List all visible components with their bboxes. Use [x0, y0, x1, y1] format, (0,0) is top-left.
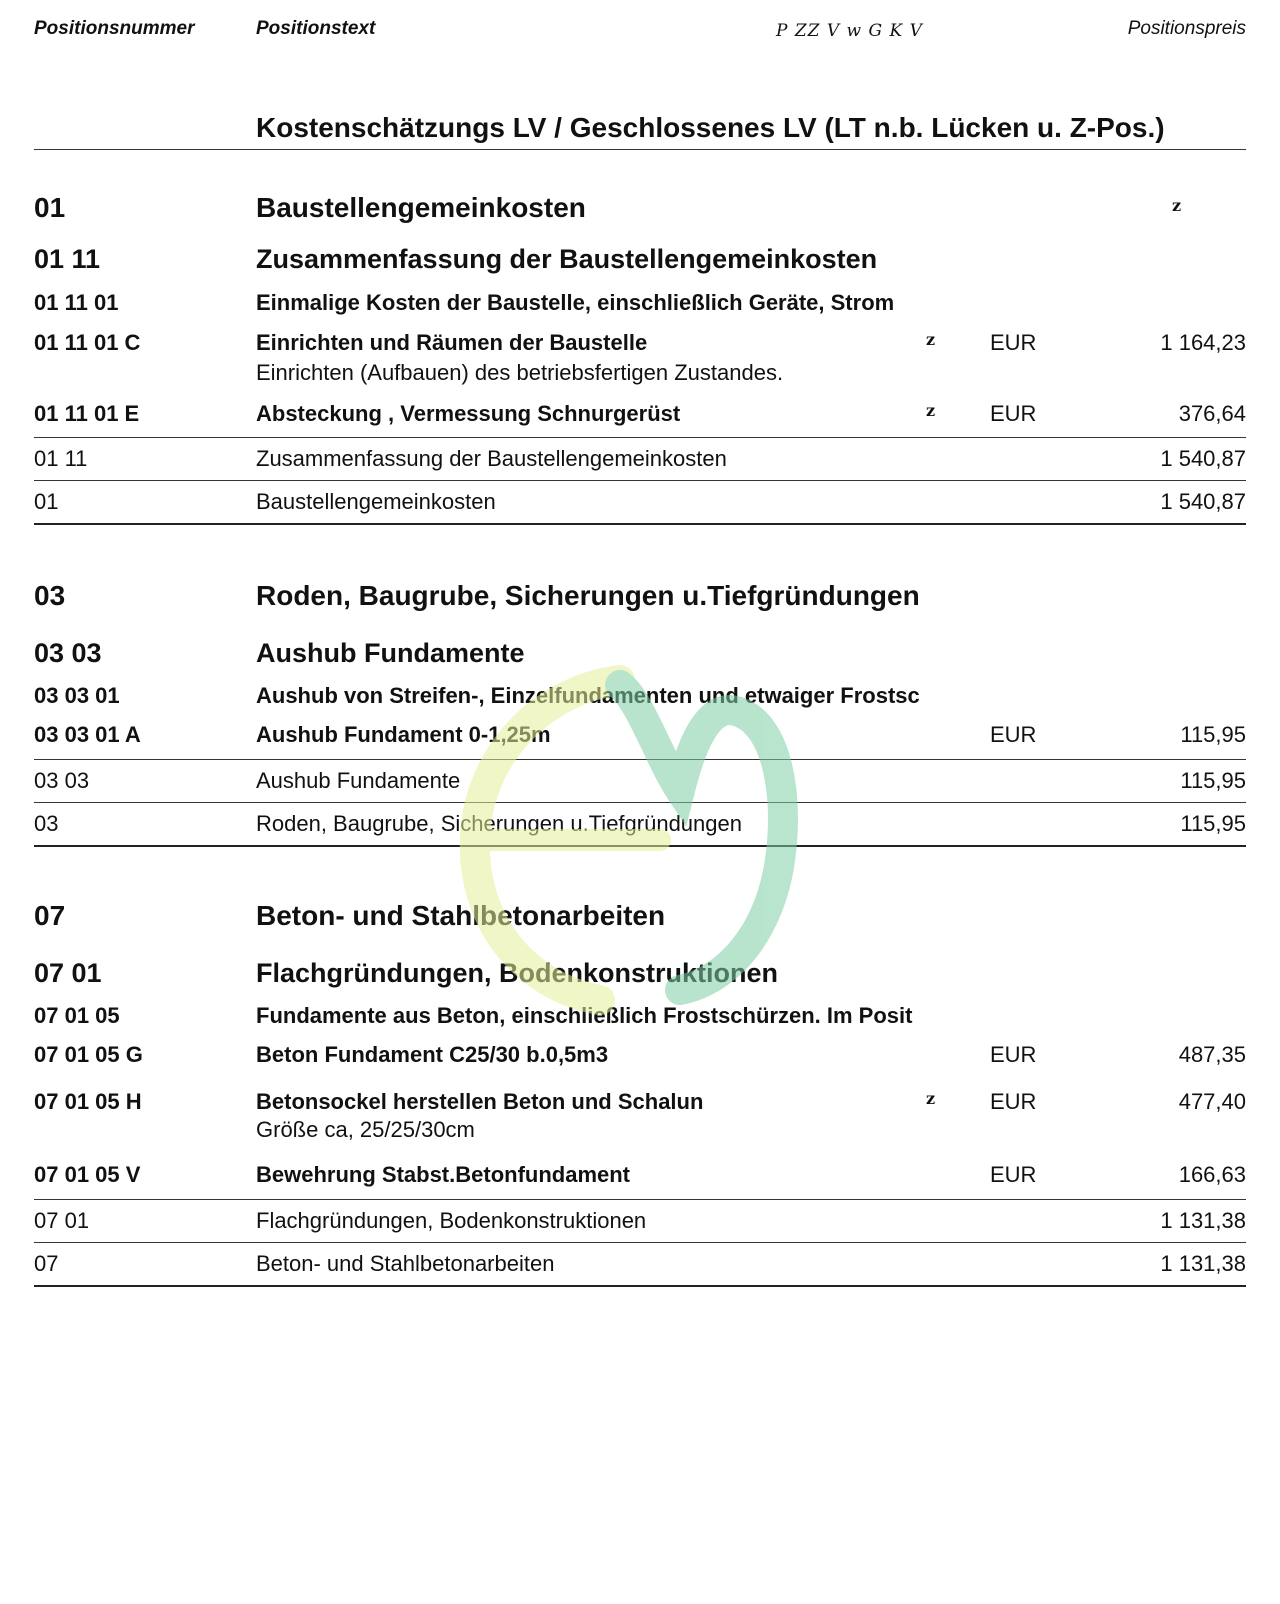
position-text: Betonsockel herstellen Beton und Schalun: [256, 1089, 704, 1114]
group-title: Flachgründungen, Bodenkonstruktionen: [256, 958, 778, 988]
total-price: 115,95: [1180, 811, 1246, 836]
subtotal-number: 01 11: [34, 446, 88, 471]
position-text: Einrichten und Räumen der Baustelle: [256, 330, 648, 355]
section-number: 01: [34, 192, 66, 223]
total-rule: [34, 802, 1246, 803]
group-title: Zusammenfassung der Baustellengemeinkosten: [256, 244, 878, 274]
subgroup-title: Einmalige Kosten der Baustelle, einschließlich Geräte, Strom: [256, 290, 895, 315]
subgroup-title: Aushub von Streifen-, Einzelfundamenten und etwaiger Frostsc: [256, 683, 920, 708]
position-number: 07 01 05 V: [34, 1162, 141, 1187]
position-currency: EUR: [990, 1162, 1037, 1187]
position-text: Beton Fundament C25/30 b.0,5m3: [256, 1042, 609, 1067]
header-position-number: Positionsnummer: [34, 18, 195, 39]
total-price: 1 540,87: [1160, 489, 1246, 514]
subtotal-number: 03 03: [34, 768, 90, 793]
subtotal-price: 1 540,87: [1160, 446, 1246, 471]
position-currency: EUR: [990, 401, 1037, 426]
position-currency: EUR: [990, 330, 1037, 355]
subgroup-number: 03 03 01: [34, 683, 120, 708]
section-title: Beton- und Stahlbetonarbeiten: [256, 900, 666, 931]
total-price: 1 131,38: [1160, 1251, 1246, 1276]
position-number: 01 11 01 C: [34, 330, 141, 355]
header-position-price: Positionspreis: [1127, 18, 1246, 39]
section-title: Baustellengemeinkosten: [256, 192, 586, 223]
total-text: Baustellengemeinkosten: [256, 489, 496, 514]
subtotal-price: 115,95: [1180, 768, 1246, 793]
position-flag: z: [926, 330, 936, 349]
position-text: Absteckung , Vermessung Schnurgerüst: [256, 401, 681, 426]
position-number: 07 01 05 H: [34, 1089, 142, 1114]
group-number: 01 11: [34, 244, 101, 274]
section-number: 07: [34, 900, 66, 931]
section-title: Roden, Baugrube, Sicherungen u.Tiefgründungen: [256, 580, 920, 611]
watermark-green-m: [620, 685, 783, 990]
position-note: Einrichten (Aufbauen) des betriebsfertigen Zustandes.: [256, 360, 784, 385]
position-flag: z: [926, 401, 936, 420]
position-flag: z: [926, 1089, 936, 1108]
position-price: 376,64: [1178, 401, 1246, 426]
position-currency: EUR: [990, 1042, 1037, 1067]
section-number: 03: [34, 580, 66, 611]
section-end-rule: [34, 845, 1246, 847]
section-end-rule: [34, 1285, 1246, 1287]
position-price: 477,40: [1178, 1089, 1246, 1114]
subtotal-price: 1 131,38: [1160, 1208, 1246, 1233]
subtotal-text: Aushub Fundamente: [256, 768, 461, 793]
subtotal-text: Flachgründungen, Bodenkonstruktionen: [256, 1208, 647, 1233]
subgroup-number: 07 01 05: [34, 1003, 120, 1028]
position-text: Bewehrung Stabst.Betonfundament: [256, 1162, 631, 1187]
section-end-rule: [34, 523, 1246, 525]
total-number: 03: [34, 811, 59, 836]
position-number: 03 03 01 A: [34, 722, 141, 747]
subgroup-number: 01 11 01: [34, 290, 119, 315]
position-currency: EUR: [990, 722, 1037, 747]
position-number: 07 01 05 G: [34, 1042, 143, 1067]
position-number: 01 11 01 E: [34, 401, 140, 426]
subtotal-number: 07 01: [34, 1208, 90, 1233]
header-position-text: Positionstext: [256, 18, 376, 39]
position-price: 1 164,23: [1160, 330, 1246, 355]
total-number: 07: [34, 1251, 59, 1276]
subgroup-title: Fundamente aus Beton, einschließlich Frostschürzen. Im Posit: [256, 1003, 913, 1028]
group-title: Aushub Fundamente: [256, 638, 525, 668]
position-text: Aushub Fundament 0-1,25m: [256, 722, 551, 747]
group-number: 07 01: [34, 958, 102, 988]
total-number: 01: [34, 489, 59, 514]
total-rule: [34, 480, 1246, 481]
title-rule: [34, 149, 1246, 150]
position-price: 115,95: [1180, 722, 1246, 747]
position-currency: EUR: [990, 1089, 1037, 1114]
group-number: 03 03: [34, 638, 102, 668]
total-text: Beton- und Stahlbetonarbeiten: [256, 1251, 555, 1276]
header-flags: P ZZ V w G K V: [776, 21, 923, 41]
document-title: Kostenschätzungs LV / Geschlossenes LV (LT n.b. Lücken u. Z-Pos.): [256, 112, 1165, 143]
subtotal-rule: [34, 437, 1246, 438]
position-note: Größe ca, 25/25/30cm: [256, 1117, 475, 1142]
position-price: 487,35: [1178, 1042, 1246, 1067]
subtotal-rule: [34, 1199, 1246, 1200]
section-flag: z: [1172, 196, 1182, 215]
total-text: Roden, Baugrube, Sicherungen u.Tiefgründungen: [256, 811, 742, 836]
position-price: 166,63: [1178, 1162, 1246, 1187]
total-rule: [34, 1242, 1246, 1243]
subtotal-rule: [34, 759, 1246, 760]
subtotal-text: Zusammenfassung der Baustellengemeinkosten: [256, 446, 727, 471]
